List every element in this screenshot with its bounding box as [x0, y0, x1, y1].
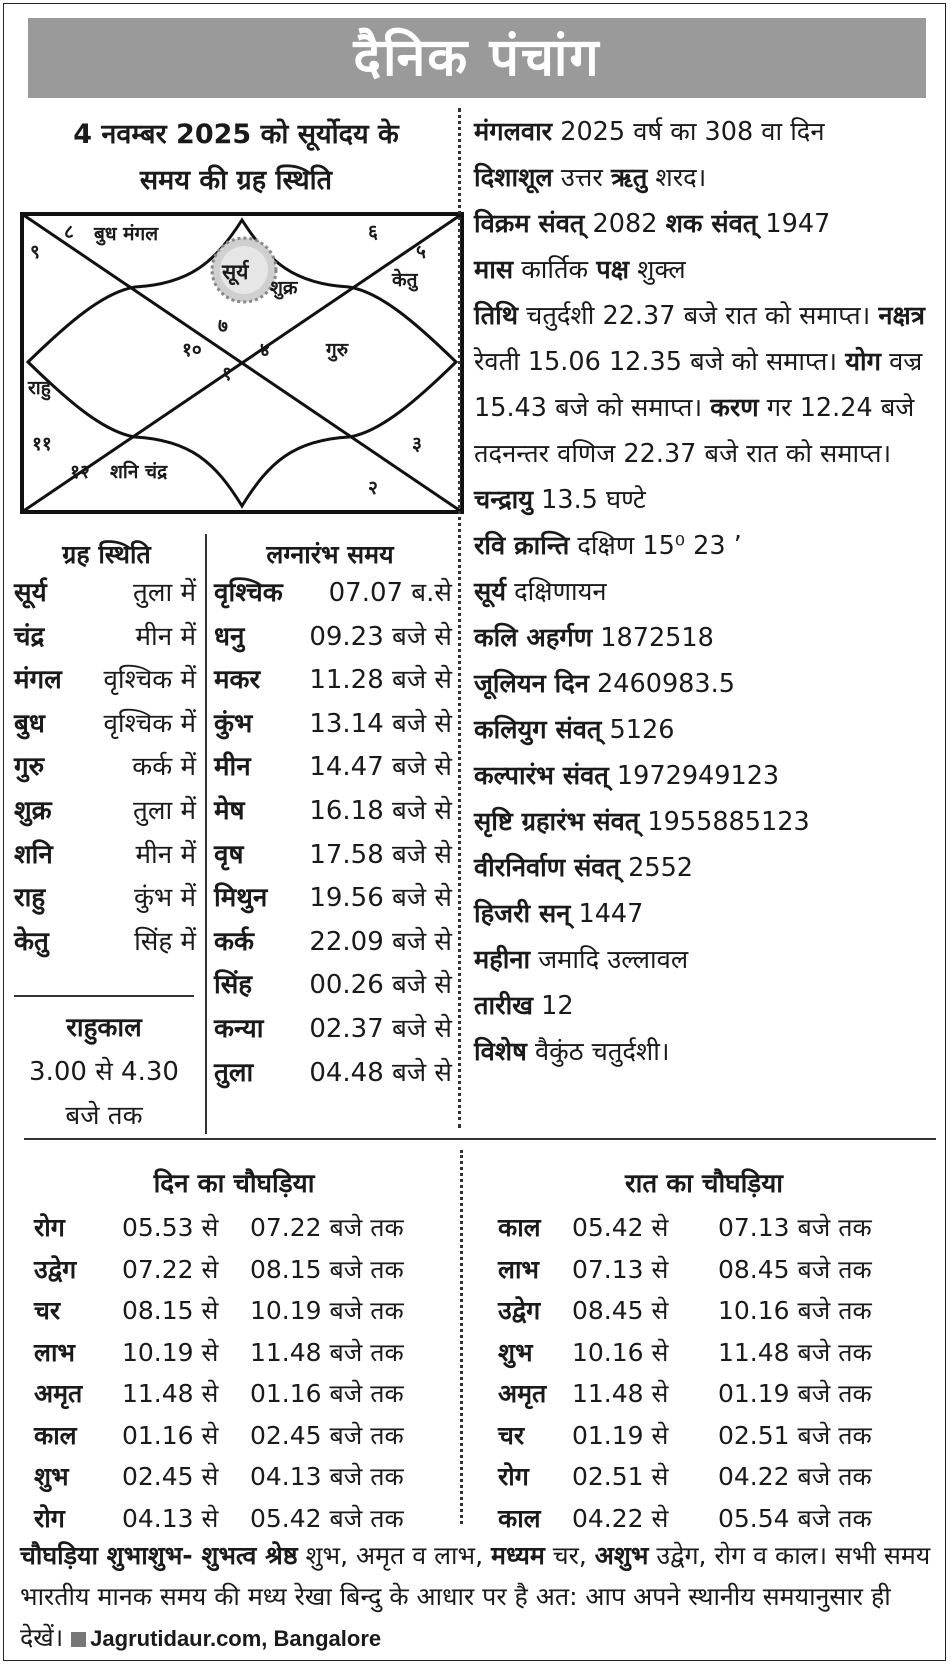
graha-planet: गुरु	[14, 752, 45, 783]
panchang-label: कलि अहर्गण	[474, 623, 593, 653]
rahukaal-box	[8, 1006, 200, 1138]
graha-row	[14, 657, 196, 703]
panchang-label: ऋतु	[610, 163, 648, 193]
choghadiya-name: रोग	[34, 1503, 65, 1533]
lagna-row	[214, 570, 452, 616]
house-5: ५	[416, 241, 426, 263]
graha-rashi: कुंभ में	[133, 883, 196, 914]
house-2: २	[368, 477, 378, 499]
panchang-label: चन्द्रायु	[474, 485, 534, 515]
graha-row	[14, 614, 196, 660]
choghadiya-row	[498, 1498, 938, 1539]
kundli-heading-line-1: 4 नवम्बर 2025 को सूर्योदय के	[73, 119, 399, 150]
panchang-line	[474, 155, 940, 201]
choghadiya-row	[498, 1290, 938, 1331]
graha-row	[14, 788, 196, 834]
panchang-value: 2552	[620, 853, 694, 883]
panchang-value: 1972949123	[608, 761, 780, 791]
graha-planet: राहु	[14, 883, 46, 914]
panchang-line	[474, 201, 940, 247]
panchang-line	[474, 1029, 940, 1075]
choghadiya-end: 11.48 बजे तक	[250, 1337, 404, 1367]
panchang-line	[474, 523, 940, 569]
graha-planet: शनि	[14, 839, 53, 870]
lagna-rashi: वृष	[214, 839, 244, 870]
choghadiya-end: 05.42 बजे तक	[250, 1503, 404, 1533]
lagna-time: 07.07 ब.से	[328, 578, 452, 608]
house-12: १२	[70, 461, 90, 483]
lagna-row	[214, 875, 452, 921]
panchang-line	[474, 293, 940, 477]
choghadiya-name: रोग	[498, 1462, 529, 1491]
column-divider-top	[458, 108, 461, 1128]
graha-planet: बुध	[14, 708, 45, 739]
choghadiya-row	[34, 1290, 474, 1331]
graha-rashi: सिंह में	[134, 926, 196, 957]
panchang-label: वीरनिर्वाण संवत्	[474, 853, 621, 883]
panchang-label: दिशाशूल	[474, 163, 553, 193]
panchang-value: 1955885123	[639, 807, 810, 837]
page-title: दैनिक पंचांग	[28, 18, 926, 98]
choghadiya-end: 11.48 बजे तक	[718, 1337, 872, 1367]
choghadiya-start: 11.48 से	[572, 1379, 669, 1408]
panchang-line	[474, 615, 940, 661]
graha-row	[14, 744, 196, 790]
panchang-line	[474, 661, 940, 707]
lagna-rashi: तुला	[214, 1057, 254, 1088]
graha-row	[14, 832, 196, 878]
panchang-value: जमादि उल्लावल	[530, 945, 689, 975]
panchang-value: शरद।	[647, 163, 707, 193]
house-7: ७	[218, 315, 228, 337]
choghadiya-row	[34, 1456, 474, 1497]
choghadiya-row	[34, 1415, 474, 1456]
panchang-value: 2460983.5	[588, 669, 735, 699]
panchang-value: शुक्ल	[629, 255, 686, 285]
choghadiya-row	[34, 1373, 474, 1414]
house-3: ३	[412, 433, 422, 455]
choghadiya-name: अमृत	[34, 1379, 83, 1408]
house-9: ९	[30, 241, 40, 263]
lagna-row	[214, 832, 452, 878]
panchang-label: कल्पारंभ संवत्	[474, 761, 609, 791]
choghadiya-end: 10.19 बजे तक	[250, 1296, 404, 1325]
footer-text-1: शुभ, अमृत व लाभ,	[297, 1541, 491, 1570]
lagna-header: लग्नारंभ समय	[266, 540, 394, 569]
lagna-time: 13.14 बजे से	[309, 708, 452, 739]
panchang-label: विक्रम संवत्	[474, 209, 585, 239]
panchang-label: सृष्टि ग्रहारंभ संवत्	[474, 807, 640, 837]
choghadiya-name: लाभ	[498, 1254, 540, 1284]
graha-row	[14, 701, 196, 747]
lagna-row	[214, 919, 452, 965]
choghadiya-start: 05.42 से	[572, 1213, 669, 1242]
panchang-label: विशेष	[474, 1037, 527, 1067]
house-6: ६	[368, 221, 378, 243]
graha-rashi: तुला में	[133, 796, 196, 826]
footer-label-2: मध्यम	[491, 1541, 545, 1570]
choghadiya-name: काल	[34, 1420, 77, 1450]
choghadiya-name: अमृत	[498, 1379, 547, 1408]
panchang-label: नक्षत्र	[878, 301, 925, 331]
panchang-value: 1947	[757, 209, 831, 239]
choghadiya-start: 05.53 से	[122, 1213, 219, 1242]
lagna-rashi: वृश्चिक	[214, 578, 283, 608]
graha-rashi: मीन में	[135, 621, 196, 652]
panchang-value: रेवती 15.06 12.35 बजे को समाप्त।	[474, 347, 846, 377]
house-8: ८	[64, 221, 74, 243]
footer-note	[20, 1535, 934, 1659]
graha-planet: चंद्र	[14, 621, 45, 652]
panchang-value: चतुर्दशी 22.37 बजे रात को समाप्त।	[518, 301, 879, 331]
panchang-value: कार्तिक	[513, 255, 597, 285]
choghadiya-start: 02.51 से	[572, 1462, 669, 1491]
panchang-value: दक्षिणायन	[506, 577, 607, 607]
lagna-time: 19.56 बजे से	[309, 883, 452, 914]
choghadiya-name: शुभ	[34, 1462, 69, 1491]
panchang-line	[474, 799, 940, 845]
panchang-label: करण	[710, 393, 759, 423]
day-choghadiya-title: दिन का चौघड़िया	[153, 1169, 315, 1199]
panchang-line	[474, 845, 940, 891]
panchang-label: शक संवत्	[665, 209, 758, 239]
choghadiya-end: 10.16 बजे तक	[718, 1296, 872, 1325]
footer-text-3: उद्वेग, रोग व काल। सभी समय भारतीय मानक समय की मध्य रेखा बिन्दु के आधार पर है अत: आप अपने स्थानीय समयानुसार ही देखें।	[20, 1541, 931, 1652]
choghadiya-name: रोग	[34, 1213, 65, 1242]
panchang-line	[474, 753, 940, 799]
graha-planet: सूर्य	[14, 578, 47, 608]
panchang-value: दक्षिण 15⁰ 23 ’	[569, 531, 742, 561]
planet-surya: सूर्य	[222, 260, 249, 284]
graha-lagna-divider	[205, 534, 207, 1134]
lagna-rashi: मीन	[214, 752, 251, 783]
planet-budh-mangal: बुध मंगल	[94, 223, 159, 245]
panchang-label: योग	[845, 347, 881, 377]
graha-planet: मंगल	[14, 665, 62, 696]
choghadiya-start: 04.22 से	[572, 1503, 669, 1533]
panchang-line	[474, 983, 940, 1029]
choghadiya-end: 01.16 बजे तक	[250, 1379, 404, 1408]
square-bullet-icon	[71, 1632, 86, 1647]
house-10: १०	[182, 339, 202, 361]
footer-label-1: चौघड़िया शुभाशुभ- शुभत्व श्रेष्ठ	[20, 1541, 298, 1570]
choghadiya-name: शुभ	[498, 1337, 533, 1367]
choghadiya-end: 04.13 बजे तक	[250, 1462, 404, 1491]
choghadiya-name: उद्वेग	[498, 1296, 541, 1325]
panchang-line	[474, 109, 940, 155]
panchang-line	[474, 937, 940, 983]
lagna-rashi: मेष	[214, 796, 245, 826]
graha-rashi: वृश्चिक में	[103, 708, 196, 739]
lagna-row	[214, 657, 452, 703]
panchang-line	[474, 247, 940, 293]
panchang-value: 2082	[584, 209, 666, 239]
lagna-time: 17.58 बजे से	[309, 839, 452, 870]
lagna-time: 09.23 बजे से	[309, 621, 452, 652]
choghadiya-name: लाभ	[34, 1337, 76, 1367]
choghadiya-row	[34, 1249, 474, 1290]
choghadiya-row	[498, 1456, 938, 1497]
lagna-time: 11.28 बजे से	[309, 665, 452, 696]
choghadiya-start: 07.22 से	[122, 1254, 219, 1284]
panchang-label: हिजरी सन्	[474, 899, 571, 929]
graha-row	[14, 875, 196, 921]
graha-planet: केतु	[14, 926, 49, 957]
lagna-row	[214, 1050, 452, 1096]
planet-shukra: शुक्र	[270, 277, 298, 299]
lagna-rashi: कर्क	[214, 926, 254, 957]
choghadiya-name: काल	[498, 1503, 541, 1533]
lagna-rashi: धनु	[214, 621, 245, 652]
planet-ketu: केतु	[392, 269, 418, 291]
choghadiya-name: काल	[498, 1213, 541, 1242]
rahukaal-line-1: 3.00 से 4.30	[29, 1057, 179, 1087]
graha-rashi: कर्क में	[132, 752, 196, 783]
lagna-rashi: कुंभ	[214, 708, 253, 739]
panchang-value: 12	[533, 991, 574, 1021]
graha-rahukaal-divider	[14, 995, 194, 997]
panchang-label: मंगलवार	[474, 117, 553, 147]
choghadiya-start: 08.15 से	[122, 1296, 219, 1325]
planet-guru: गुरु	[326, 339, 349, 361]
choghadiya-end: 02.45 बजे तक	[250, 1420, 404, 1450]
choghadiya-start: 01.19 से	[572, 1420, 669, 1450]
choghadiya-start: 08.45 से	[572, 1296, 669, 1325]
choghadiya-start: 04.13 से	[122, 1503, 219, 1533]
choghadiya-start: 01.16 से	[122, 1420, 219, 1450]
lagna-row	[214, 788, 452, 834]
choghadiya-end: 01.19 बजे तक	[718, 1379, 872, 1408]
panchang-value: 1447	[570, 899, 644, 929]
panchang-label: कलियुग संवत्	[474, 715, 602, 745]
planet-shani-chandra: शनि चंद्र	[110, 461, 168, 483]
panchang-line	[474, 707, 940, 753]
choghadiya-end: 02.51 बजे तक	[718, 1420, 872, 1450]
choghadiya-start: 02.45 से	[122, 1462, 219, 1491]
panchang-label: मास	[474, 255, 514, 285]
kundli-heading	[22, 112, 450, 204]
choghadiya-end: 07.13 बजे तक	[718, 1213, 872, 1242]
choghadiya-row	[498, 1207, 938, 1248]
choghadiya-end: 08.45 बजे तक	[718, 1254, 872, 1284]
choghadiya-name: चर	[34, 1296, 61, 1325]
choghadiya-end: 08.15 बजे तक	[250, 1254, 404, 1284]
graha-planet: शुक्र	[14, 796, 52, 826]
lagna-row	[214, 614, 452, 660]
house-11: ११	[32, 433, 52, 455]
choghadiya-row	[498, 1373, 938, 1414]
choghadiya-row	[34, 1498, 474, 1539]
panchang-label: सूर्य	[474, 577, 507, 607]
choghadiya-start: 07.13 से	[572, 1254, 669, 1284]
kundli-heading-line-2: समय की ग्रह स्थिति	[139, 165, 333, 196]
lagna-time: 02.37 बजे से	[309, 1014, 452, 1044]
panchang-value: गर 12.24 बजे तदनन्तर वणिज 22.37 बजे रात को समाप्त।	[474, 393, 915, 469]
choghadiya-end: 04.22 बजे तक	[718, 1462, 872, 1491]
choghadiya-row	[498, 1415, 938, 1456]
panchang-details	[474, 109, 940, 1075]
graha-rashi: वृश्चिक में	[103, 665, 196, 696]
graha-rashi: तुला में	[133, 578, 196, 608]
graha-row	[14, 570, 196, 616]
choghadiya-start: 10.19 से	[122, 1337, 219, 1367]
choghadiya-row	[34, 1207, 474, 1248]
graha-sthiti-header: ग्रह स्थिति	[62, 540, 151, 569]
footer-text-2: चर,	[544, 1541, 595, 1570]
panchang-value: 5126	[601, 715, 675, 745]
panchang-line	[474, 891, 940, 937]
footer-label-3: अशुभ	[594, 1541, 649, 1570]
graha-row	[14, 919, 196, 965]
choghadiya-start: 10.16 से	[572, 1337, 669, 1367]
night-choghadiya-title: रात का चौघड़िया	[624, 1169, 784, 1199]
panchang-value: 13.5 घण्टे	[533, 485, 646, 515]
panchang-page	[3, 3, 946, 1661]
rahukaal-title: राहुकाल	[66, 1013, 142, 1043]
panchang-label: महीना	[474, 945, 531, 975]
lagna-row	[214, 1006, 452, 1052]
choghadiya-name: चर	[498, 1420, 525, 1450]
lagna-time: 04.48 बजे से	[309, 1057, 452, 1088]
choghadiya-top-rule	[24, 1138, 936, 1140]
planet-rahu: राहु	[28, 377, 51, 399]
panchang-label: जूलियन दिन	[474, 669, 589, 699]
panchang-value: 1872518	[592, 623, 714, 653]
house-1: १	[222, 363, 232, 385]
choghadiya-name: उद्वेग	[34, 1254, 77, 1284]
choghadiya-row	[498, 1249, 938, 1290]
panchang-label: तिथि	[474, 301, 519, 331]
rahukaal-line-2: बजे तक	[65, 1101, 143, 1131]
lagna-rashi: सिंह	[214, 970, 253, 1001]
graha-rashi: मीन में	[135, 839, 196, 870]
lagna-time: 14.47 बजे से	[309, 752, 452, 783]
choghadiya-row	[34, 1332, 474, 1373]
lagna-rashi: कन्या	[214, 1014, 264, 1044]
lagna-time: 00.26 बजे से	[309, 970, 452, 1001]
panchang-value: वैकुंठ चतुर्दशी।	[526, 1037, 670, 1067]
panchang-value: 2025 वर्ष का 308 वा दिन	[552, 117, 825, 147]
lagna-rashi: मिथुन	[214, 883, 268, 914]
lagna-rashi: मकर	[214, 665, 261, 696]
lagna-row	[214, 744, 452, 790]
panchang-label: पक्ष	[596, 255, 629, 285]
choghadiya-row	[498, 1332, 938, 1373]
kundli-chart	[20, 212, 464, 514]
panchang-label: तारीख	[474, 991, 534, 1021]
lagna-time: 16.18 बजे से	[309, 796, 452, 826]
panchang-value: वज्र 15.43 बजे को समाप्त।	[474, 347, 923, 423]
choghadiya-start: 11.48 से	[122, 1379, 219, 1408]
choghadiya-end: 05.54 बजे तक	[718, 1503, 872, 1533]
panchang-value: उत्तर	[552, 163, 611, 193]
footer-credit: Jagrutidaur.com, Bangalore	[90, 1626, 382, 1651]
house-4: ४	[260, 339, 270, 361]
panchang-line	[474, 569, 940, 615]
panchang-line	[474, 477, 940, 523]
panchang-label: रवि क्रान्ति	[474, 531, 570, 561]
lagna-row	[214, 962, 452, 1008]
choghadiya-end: 07.22 बजे तक	[250, 1213, 404, 1242]
lagna-row	[214, 701, 452, 747]
lagna-time: 22.09 बजे से	[309, 926, 452, 957]
